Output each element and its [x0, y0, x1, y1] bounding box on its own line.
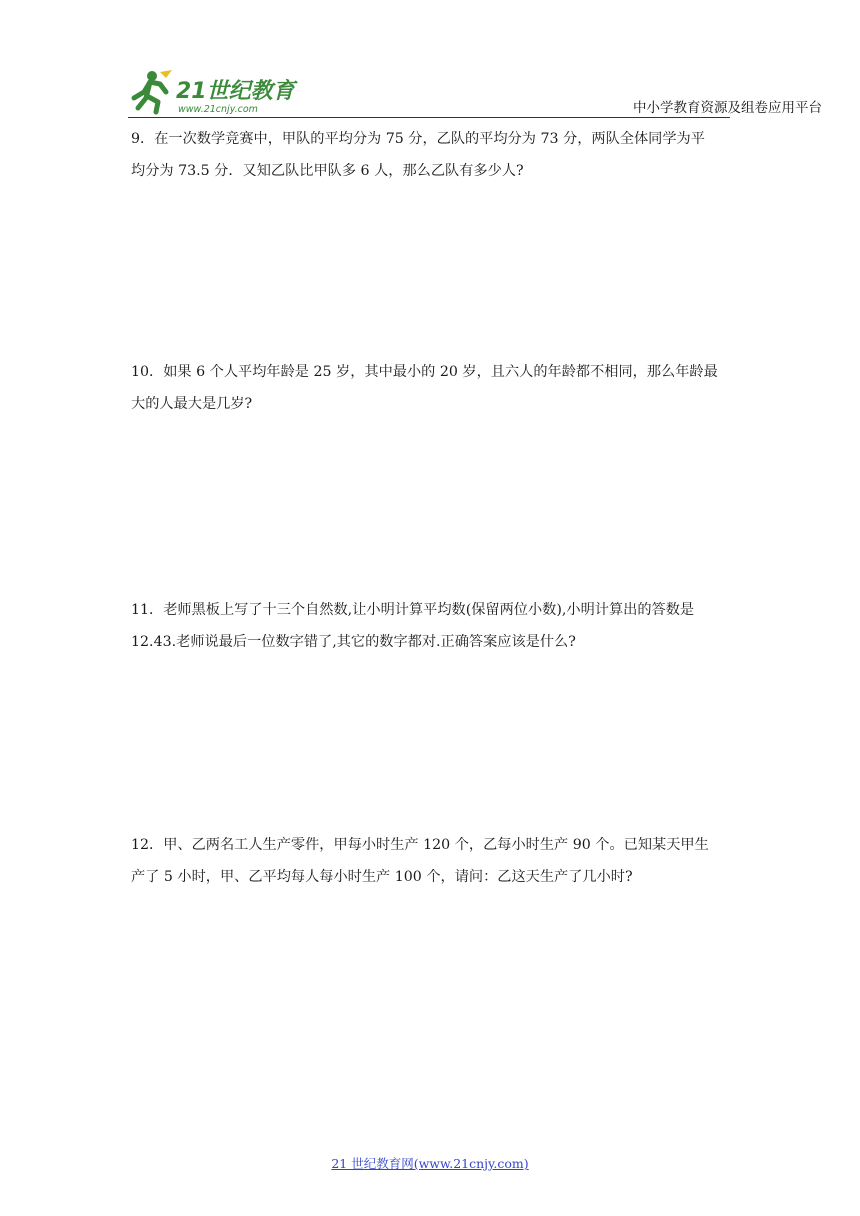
- page-header: [130, 68, 822, 118]
- site-logo: [130, 68, 300, 116]
- question-10: [131, 356, 743, 420]
- logo-sub-text: www.21cnjy.com: [178, 104, 258, 115]
- platform-name: 中小学教育资源及组卷应用平台: [633, 100, 822, 116]
- question-line: 12.43.老师说最后一位数字错了,其它的数字都对.正确答案应该是什么?: [131, 634, 576, 650]
- page-footer: [0, 1154, 860, 1172]
- question-line: 9．在一次数学竞赛中，甲队的平均分为 75 分，乙队的平均分为 73 分，两队全体同学为平: [131, 131, 705, 147]
- question-line: 12．甲、乙两名工人生产零件，甲每小时生产 120 个，乙每小时生产 90 个。已知某天甲生: [131, 837, 709, 853]
- question-9: [131, 123, 743, 187]
- logo-main-text: 21世纪教育: [176, 79, 295, 104]
- question-line: 10．如果 6 个人平均年龄是 25 岁，其中最小的 20 岁，且六人的年龄都不相同，那么年龄最: [131, 364, 718, 380]
- question-line: 11．老师黑板上写了十三个自然数,让小明计算平均数(保留两位小数),小明计算出的答数是: [131, 602, 695, 618]
- runner-icon: [134, 70, 172, 112]
- question-line: 均分为 73.5 分．又知乙队比甲队多 6 人，那么乙队有多少人?: [131, 163, 524, 179]
- question-line: 产了 5 小时，甲、乙平均每人每小时生产 100 个，请问：乙这天生产了几小时?: [131, 869, 633, 885]
- header-divider: [128, 117, 730, 118]
- footer-link[interactable]: 21 世纪教育网(www.21cnjy.com): [331, 1156, 529, 1171]
- question-line: 大的人最大是几岁?: [131, 396, 253, 412]
- question-12: [131, 829, 743, 893]
- question-11: [131, 594, 743, 658]
